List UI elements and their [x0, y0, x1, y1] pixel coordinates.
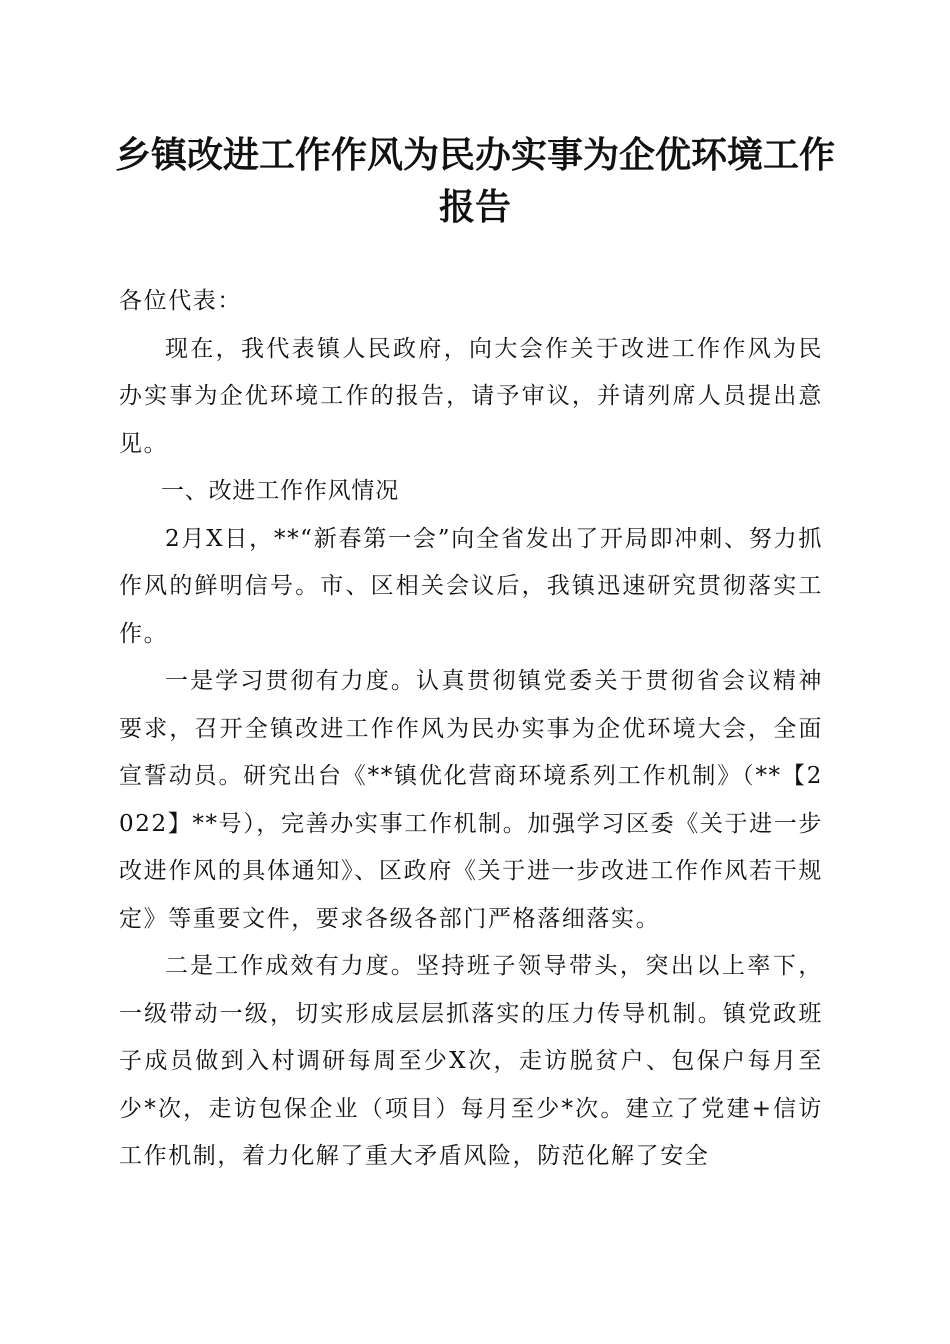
point-2-lead: 二是工作成效有力度。 — [165, 953, 416, 979]
point-1-text: 认真贯彻镇党委关于贯彻省会议精神要求，召开全镇改进工作作风为民办实事为企优环境大会，全面宣誓动员。研究出台《**镇优化营商环境系列工作机制》（**【2022】**号），完善办实事工作机制。加强学习区委《关于进一步改进作风的具体通知》、区政府《关于进一步改进工作作风若干规定》等重要文件，要求各级各部门严格落细落实。 — [119, 668, 824, 932]
document-title — [100, 130, 850, 234]
title-line-1: 乡镇改进工作作风为民办实事为企优环境工作 — [114, 135, 835, 176]
paragraph-1: 2月X日，**“新春第一会”向全省发出了开局即冲刺、努力抓作风的鲜明信号。市、区相关会议后，我镇迅速研究贯彻落实工作。 — [119, 525, 823, 647]
document-body — [119, 278, 823, 1181]
point-2-paragraph — [119, 943, 823, 1181]
intro-paragraph: 现在，我代表镇人民政府，向大会作关于改进工作作风为民办实事为企优环境工作的报告，请予审议，并请列席人员提出意见。 — [119, 335, 823, 457]
point-2-text: 坚持班子领导带头，突出以上率下，一级带动一级，切实形成层层抓落实的压力传导机制。镇党政班子成员做到入村调研每周至少X次，走访脱贫户、包保户每月至少*次，走访包保企业（项目）每月至少*次。建立了党建+信访工作机制，着力化解了重大矛盾风险，防范化解了安全 — [119, 953, 824, 1169]
section-heading-1: 一、改进工作作风情况 — [161, 478, 399, 504]
salutation: 各位代表： — [119, 288, 242, 314]
point-1-lead: 一是学习贯彻有力度。 — [165, 668, 416, 694]
point-1-paragraph — [119, 658, 823, 943]
title-line-2: 报告 — [438, 187, 511, 228]
